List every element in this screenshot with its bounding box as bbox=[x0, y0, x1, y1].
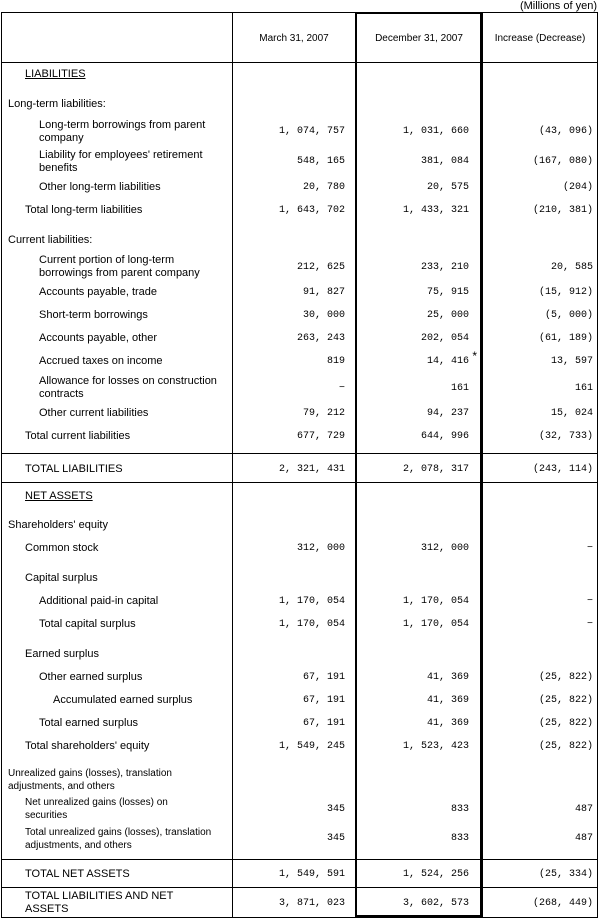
row-label: Liability for employees' retirement benefits bbox=[39, 149, 203, 174]
value-change: (210, 381) bbox=[532, 205, 593, 216]
value-change: (5, 000) bbox=[544, 310, 593, 321]
value-change: (25, 822) bbox=[538, 741, 593, 752]
value-march: 67, 191 bbox=[302, 718, 345, 729]
value-change: 161 bbox=[574, 383, 593, 394]
value-december: 2, 078, 317 bbox=[402, 464, 469, 475]
value-december: 381, 084 bbox=[420, 156, 469, 167]
value-change: (268, 449) bbox=[532, 898, 593, 909]
value-change: 13, 597 bbox=[550, 356, 593, 367]
row-label: Common stock bbox=[25, 542, 99, 554]
balance-sheet-table bbox=[1, 12, 598, 918]
section-divider bbox=[2, 482, 597, 483]
column-divider bbox=[482, 13, 483, 917]
value-change: 487 bbox=[574, 804, 593, 815]
value-change: (204) bbox=[562, 182, 593, 193]
value-march: 212, 625 bbox=[296, 262, 345, 273]
value-december: 25, 000 bbox=[426, 310, 469, 321]
section-divider bbox=[2, 859, 597, 860]
section-divider bbox=[2, 887, 597, 888]
row-label: Earned surplus bbox=[25, 648, 99, 660]
value-change: (61, 189) bbox=[538, 333, 593, 344]
value-march: 1, 074, 757 bbox=[278, 126, 345, 137]
value-december: 161 bbox=[450, 383, 469, 394]
row-label: Allowance for losses on construction contracts bbox=[39, 375, 217, 400]
value-change: 487 bbox=[574, 833, 593, 844]
row-label: Total earned surplus bbox=[39, 717, 139, 729]
value-change: − bbox=[586, 619, 593, 630]
value-december: 1, 523, 423 bbox=[402, 741, 469, 752]
value-march: 1, 643, 702 bbox=[278, 205, 345, 216]
value-change: 20, 585 bbox=[550, 262, 593, 273]
value-march: 67, 191 bbox=[302, 672, 345, 683]
row-label: TOTAL LIABILITIES bbox=[25, 463, 123, 475]
value-change: 15, 024 bbox=[550, 408, 593, 419]
value-march: 1, 170, 054 bbox=[278, 596, 345, 607]
header-divider bbox=[2, 62, 597, 63]
value-december: 41, 369 bbox=[426, 695, 469, 706]
value-march: 548, 165 bbox=[296, 156, 345, 167]
value-change: (167, 080) bbox=[532, 156, 593, 167]
row-label: Other current liabilities bbox=[39, 407, 149, 419]
value-march: 79, 212 bbox=[302, 408, 345, 419]
value-december: 833 bbox=[450, 833, 469, 844]
value-march: 67, 191 bbox=[302, 695, 345, 706]
value-change: − bbox=[586, 596, 593, 607]
value-change: (25, 334) bbox=[538, 869, 593, 880]
header-december: December 31, 2007 bbox=[375, 32, 463, 44]
row-label: Accounts payable, trade bbox=[39, 286, 158, 298]
value-change: (15, 912) bbox=[538, 287, 593, 298]
value-december: 20, 575 bbox=[426, 182, 469, 193]
value-change: (243, 114) bbox=[532, 464, 593, 475]
value-march: 2, 321, 431 bbox=[278, 464, 345, 475]
value-december: 14, 416 bbox=[426, 356, 469, 367]
value-march: 1, 170, 054 bbox=[278, 619, 345, 630]
row-label: Capital surplus bbox=[25, 572, 98, 584]
value-march: − bbox=[338, 383, 345, 394]
value-march: 345 bbox=[326, 833, 345, 844]
row-label: Accounts payable, other bbox=[39, 332, 158, 344]
row-label: Long-term borrowings from parent company bbox=[39, 119, 206, 144]
value-change: − bbox=[586, 543, 593, 554]
row-label: Other earned surplus bbox=[39, 671, 143, 683]
value-december: 1, 524, 256 bbox=[402, 869, 469, 880]
row-label: Other long-term liabilities bbox=[39, 181, 161, 193]
value-march: 91, 827 bbox=[302, 287, 345, 298]
row-label: Current portion of long-term borrowings from parent company bbox=[39, 254, 200, 279]
value-march: 263, 243 bbox=[296, 333, 345, 344]
row-label: TOTAL NET ASSETS bbox=[25, 868, 130, 880]
value-change: (25, 822) bbox=[538, 695, 593, 706]
value-december: 1, 170, 054 bbox=[402, 596, 469, 607]
row-label: Accumulated earned surplus bbox=[53, 694, 193, 706]
row-label: TOTAL LIABILITIES AND NET ASSETS bbox=[25, 890, 174, 915]
row-label: Total current liabilities bbox=[25, 430, 131, 442]
value-december: 3, 602, 573 bbox=[402, 898, 469, 909]
row-label: Net unrealized gains (losses) on securities bbox=[25, 797, 168, 821]
section-divider bbox=[2, 453, 597, 454]
row-label: Current liabilities: bbox=[8, 234, 93, 246]
row-label: Unrealized gains (losses), translation adjustments, and others bbox=[8, 768, 172, 792]
value-december: 833 bbox=[450, 804, 469, 815]
value-december: 644, 996 bbox=[420, 431, 469, 442]
value-march: 3, 871, 023 bbox=[278, 898, 345, 909]
row-label: Short-term borrowings bbox=[39, 309, 148, 321]
row-label: Accrued taxes on income bbox=[39, 355, 163, 367]
value-march: 677, 729 bbox=[296, 431, 345, 442]
value-december: 202, 054 bbox=[420, 333, 469, 344]
value-march: 1, 549, 591 bbox=[278, 869, 345, 880]
value-march: 312, 000 bbox=[296, 543, 345, 554]
net-assets-heading: NET ASSETS bbox=[25, 490, 93, 502]
value-december: 94, 237 bbox=[426, 408, 469, 419]
row-label: Total shareholders' equity bbox=[25, 740, 150, 752]
value-march: 1, 549, 245 bbox=[278, 741, 345, 752]
row-label: Total unrealized gains (losses), translation adjustments, and others bbox=[25, 827, 212, 851]
row-label: Additional paid-in capital bbox=[39, 595, 159, 607]
value-december: 75, 915 bbox=[426, 287, 469, 298]
value-december: 1, 433, 321 bbox=[402, 205, 469, 216]
units-note: (Millions of yen) bbox=[519, 0, 597, 12]
value-december: 41, 369 bbox=[426, 718, 469, 729]
value-december: 1, 031, 660 bbox=[402, 126, 469, 137]
row-label: Shareholders' equity bbox=[8, 519, 108, 531]
row-label: Long-term liabilities: bbox=[8, 98, 106, 110]
value-march: 20, 780 bbox=[302, 182, 345, 193]
liabilities-heading: LIABILITIES bbox=[25, 68, 86, 80]
row-label: Total capital surplus bbox=[39, 618, 136, 630]
footnote-marker: * bbox=[472, 349, 477, 363]
value-march: 30, 000 bbox=[302, 310, 345, 321]
value-change: (43, 096) bbox=[538, 126, 593, 137]
value-march: 345 bbox=[326, 804, 345, 815]
value-change: (32, 733) bbox=[538, 431, 593, 442]
header-change: Increase (Decrease) bbox=[494, 32, 586, 44]
value-change: (25, 822) bbox=[538, 672, 593, 683]
value-december: 41, 369 bbox=[426, 672, 469, 683]
column-divider bbox=[232, 13, 233, 917]
value-december: 1, 170, 054 bbox=[402, 619, 469, 630]
value-change: (25, 822) bbox=[538, 718, 593, 729]
row-label: Total long-term liabilities bbox=[25, 204, 143, 216]
value-december: 233, 210 bbox=[420, 262, 469, 273]
header-march: March 31, 2007 bbox=[259, 32, 329, 44]
value-december: 312, 000 bbox=[420, 543, 469, 554]
value-march: 819 bbox=[326, 356, 345, 367]
column-divider bbox=[355, 13, 356, 917]
